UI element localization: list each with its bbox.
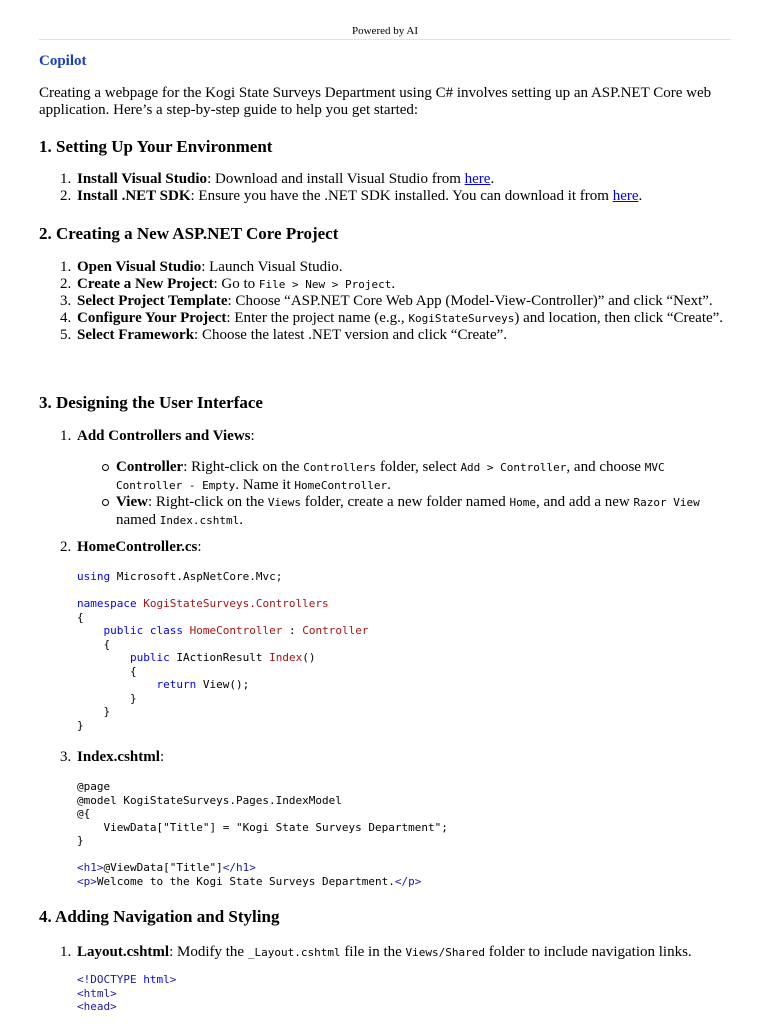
list-item: 2. HomeController.cs: <box>60 539 202 555</box>
list-item: 1. Add Controllers and Views: <box>60 428 255 444</box>
index-cshtml-code: @page @model KogiStateSurveys.Pages.IndexModel @{ ViewData["Title"] = "Kogi State Surveys Department"; } <h1>@ViewData["Title"]</h1> <p>Welcome to the Kogi State Surveys Department.</p> <box>77 780 448 888</box>
ui-step-2 <box>60 539 727 556</box>
list-item: 1. Install Visual Studio: Download and install Visual Studio from here. <box>60 171 495 187</box>
list-item: 1. Layout.cshtml: Modify the _Layout.cshtml file in the Views/Shared folder to include navigation links. <box>60 944 692 960</box>
section-heading-new-project: 2. Creating a New ASP.NET Core Project <box>39 224 339 243</box>
controllers-views-subitems <box>116 459 726 529</box>
layout-cshtml-code: <!DOCTYPE html> <html> <head> <box>77 973 177 1013</box>
circle-bullet-icon <box>102 499 109 506</box>
list-item: 5. Select Framework: Choose the latest .NET version and click “Create”. <box>60 327 508 343</box>
intro-paragraph: Creating a webpage for the Kogi State Surveys Department using C# involves setting up an ASP.NET Core web application. Here’s a step-by-step guide to help you get started: <box>39 85 712 118</box>
section-heading-user-interface: 3. Designing the User Interface <box>39 393 263 412</box>
list-item: 4. Configure Your Project: Enter the project name (e.g., KogiStateSurveys) and location, then click “Create”. <box>60 309 724 326</box>
powered-by-header: Powered by AI <box>39 24 731 40</box>
list-item: View: Right-click on the Views folder, create a new folder named Home, and add a new Razor View named Index.cshtml. <box>116 494 726 529</box>
navigation-steps <box>60 944 727 962</box>
new-project-steps <box>60 259 727 344</box>
section-heading-navigation-styling: 4. Adding Navigation and Styling <box>39 907 280 926</box>
dotnet-sdk-download-link[interactable]: here <box>612 187 639 204</box>
list-item: 2. Create a New Project: Go to File > New > Project. <box>60 275 396 292</box>
list-item: Controller: Right-click on the Controllers folder, select Add > Controller, and choose MVC Controller - Empty. Name it HomeController. <box>116 459 726 494</box>
list-item: 1. Open Visual Studio: Launch Visual Studio. <box>60 259 343 275</box>
visual-studio-download-link[interactable]: here <box>464 171 491 187</box>
environment-steps <box>60 171 727 204</box>
list-item: 3. Select Project Template: Choose “ASP.NET Core Web App (Model-View-Controller)” and click “Next”. <box>60 293 713 309</box>
list-item: 3. Index.cshtml: <box>60 749 165 765</box>
ui-step-1 <box>60 428 727 445</box>
list-item: 2. Install .NET SDK: Ensure you have the .NET SDK installed. You can download it from here. <box>60 187 643 204</box>
circle-bullet-icon <box>102 464 109 471</box>
author-label: Copilot <box>39 53 87 69</box>
home-controller-code: using Microsoft.AspNetCore.Mvc; namespace KogiStateSurveys.Controllers { public class HomeController : Controller { public IActionResult Index() { return View(); } } } <box>77 570 369 732</box>
section-heading-environment: 1. Setting Up Your Environment <box>39 137 273 156</box>
ui-step-3 <box>60 749 727 766</box>
